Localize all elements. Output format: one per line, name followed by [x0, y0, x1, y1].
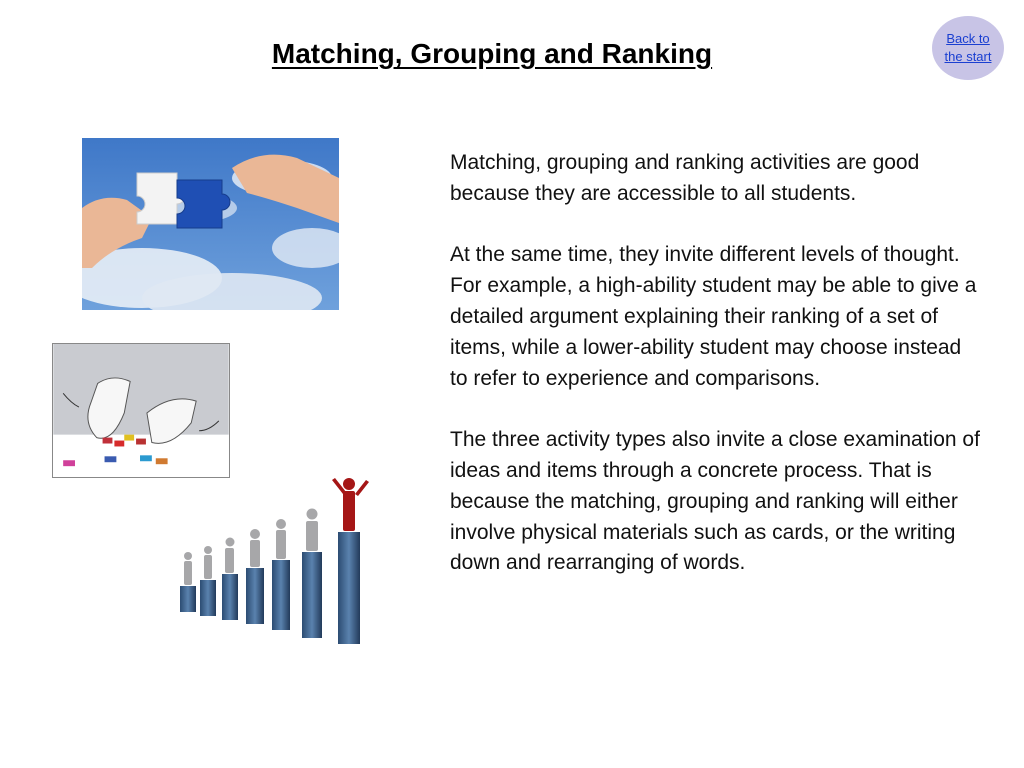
card-sorting-hands-image [52, 343, 230, 478]
paragraph-concrete-process: The three activity types also invite a close examination of ideas and items through a concrete process. That is because the matching, grouping and ranking will either involve physical materials such as cards, or the writing down and rearranging of words. [450, 428, 980, 575]
body-text [450, 148, 980, 610]
paragraph-accessibility: Matching, grouping and ranking activities are good because they are accessible to all students. [450, 151, 920, 205]
puzzle-hands-image [82, 138, 339, 310]
back-to-start-button[interactable] [932, 16, 1004, 80]
slide-title: Matching, Grouping and Ranking [271, 38, 713, 69]
back-to-start-link[interactable]: Back to the start [944, 31, 992, 64]
ranking-bar-figures-image [172, 472, 382, 648]
paragraph-levels-of-thought: At the same time, they invite different levels of thought. For example, a high-ability student may be able to give a detailed argument explaining their ranking of a set of items, while a lower-ability student may choose instead to refer to experience and comparisons. [450, 243, 977, 390]
